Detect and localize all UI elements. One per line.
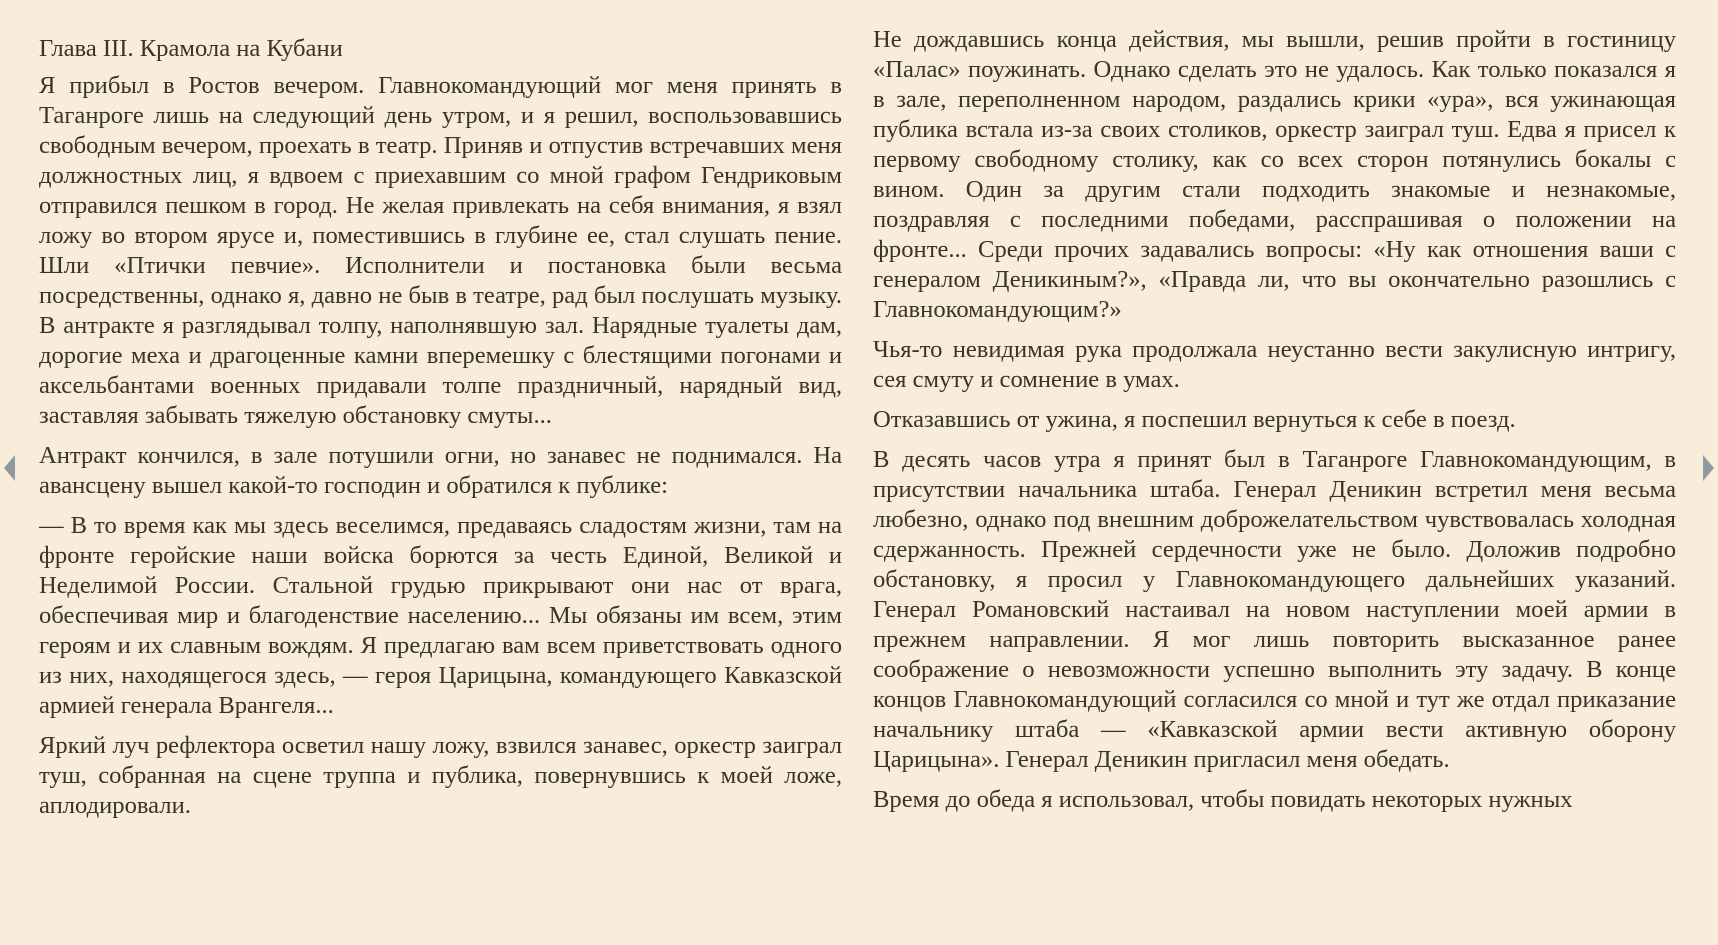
paragraph: — В то время как мы здесь веселимся, предаваясь сладостям жизни, там на фронте геройские наши войска борются за честь Единой, Великой и Неделимой России. Стальной грудью прикрывают они нас от врага, обеспечивая мир и благоденствие населению... Мы обязаны им всем, этим героям и их славным вождям. Я предлагаю вам всем приветствовать одного из них, находящегося здесь, — героя Царицына, командующего Кавказской армией генерала Врангеля...: [39, 512, 842, 719]
left-page: [39, 34, 842, 934]
chapter-title: Глава III. Крамола на Кубани: [39, 35, 343, 62]
paragraph: Не дождавшись конца действия, мы вышли, решив пройти в гостиницу «Палас» поужинать. Однако сделать это не удалось. Как только показался я в зале, переполненном народом, раздались крики «ура», вся ужинающая публика встала из-за своих столиков, оркестр заиграл туш. Едва я присел к первому свободному столику, как со всех сторон потянулись бокалы с вином. Один за другим стали подходить знакомые и незнакомые, поздравляя с последними победами, расспрашивая о положении на фронте... Среди прочих задавались вопросы: «Ну как отношения ваши с генералом Деникиным?», «Правда ли, что вы окончательно разошлись с Главнокомандующим?»: [873, 26, 1676, 323]
right-page: [873, 25, 1676, 925]
paragraph: Я прибыл в Ростов вечером. Главнокомандующий мог меня принять в Таганроге лишь на следующий день утром, и я решил, воспользовавшись свободным вечером, проехать в театр. Приняв и отпустив встречавших меня должностных лиц, я вдвоем с приехавшим со мной графом Гендриковым отправился пешком в город. Не желая привлекать на себя внимания, я взял ложу во втором ярусе и, поместившись в глубине ее, стал слушать пение. Шли «Птички певчие». Исполнители и постановка были весьма посредственны, однако я, давно не быв в театре, рад был послушать музыку. В антракте я разглядывал толпу, наполнявшую зал. Нарядные туалеты дам, дорогие меха и драгоценные камни вперемешку с блестящими погонами и аксельбантами военных придавали толпе праздничный, нарядный вид, заставляя забывать тяжелую обстановку смуты...: [39, 72, 842, 429]
triangle-left-icon[interactable]: [4, 455, 15, 481]
paragraph: Антракт кончился, в зале потушили огни, но занавес не поднимался. На авансцену вышел какой-то господин и обратился к публике:: [39, 442, 842, 499]
paragraph: В десять часов утра я принят был в Таганроге Главнокомандующим, в присутствии начальника штаба. Генерал Деникин встретил меня весьма любезно, однако под внешним доброжелательством чувствовалась холодная сдержанность. Прежней сердечности уже не было. Доложив подробно обстановку, я просил у Главнокомандующего дальнейших указаний. Генерал Романовский настаивал на новом наступлении моей армии в прежнем направлении. Я мог лишь повторить высказанное ранее соображение о невозможности успешно выполнить эту задачу. В конце концов Главнокомандующий согласился со мной и тут же отдал приказание начальнику штаба — «Кавказской армии вести активную оборону Царицына». Генерал Деникин пригласил меня обедать.: [873, 446, 1676, 773]
paragraph: Чья-то невидимая рука продолжала неустанно вести закулисную интригу, сея смуту и сомнение в умах.: [873, 336, 1676, 393]
paragraph: Время до обеда я использовал, чтобы повидать некоторых нужных: [873, 786, 1573, 813]
paragraph: Отказавшись от ужина, я поспешил вернуться к себе в поезд.: [873, 406, 1516, 433]
paragraph: Яркий луч рефлектора осветил нашу ложу, взвился занавес, оркестр заиграл туш, собранная на сцене труппа и публика, повернувшись к моей ложе, аплодировали.: [39, 732, 842, 819]
triangle-right-icon[interactable]: [1703, 455, 1714, 481]
